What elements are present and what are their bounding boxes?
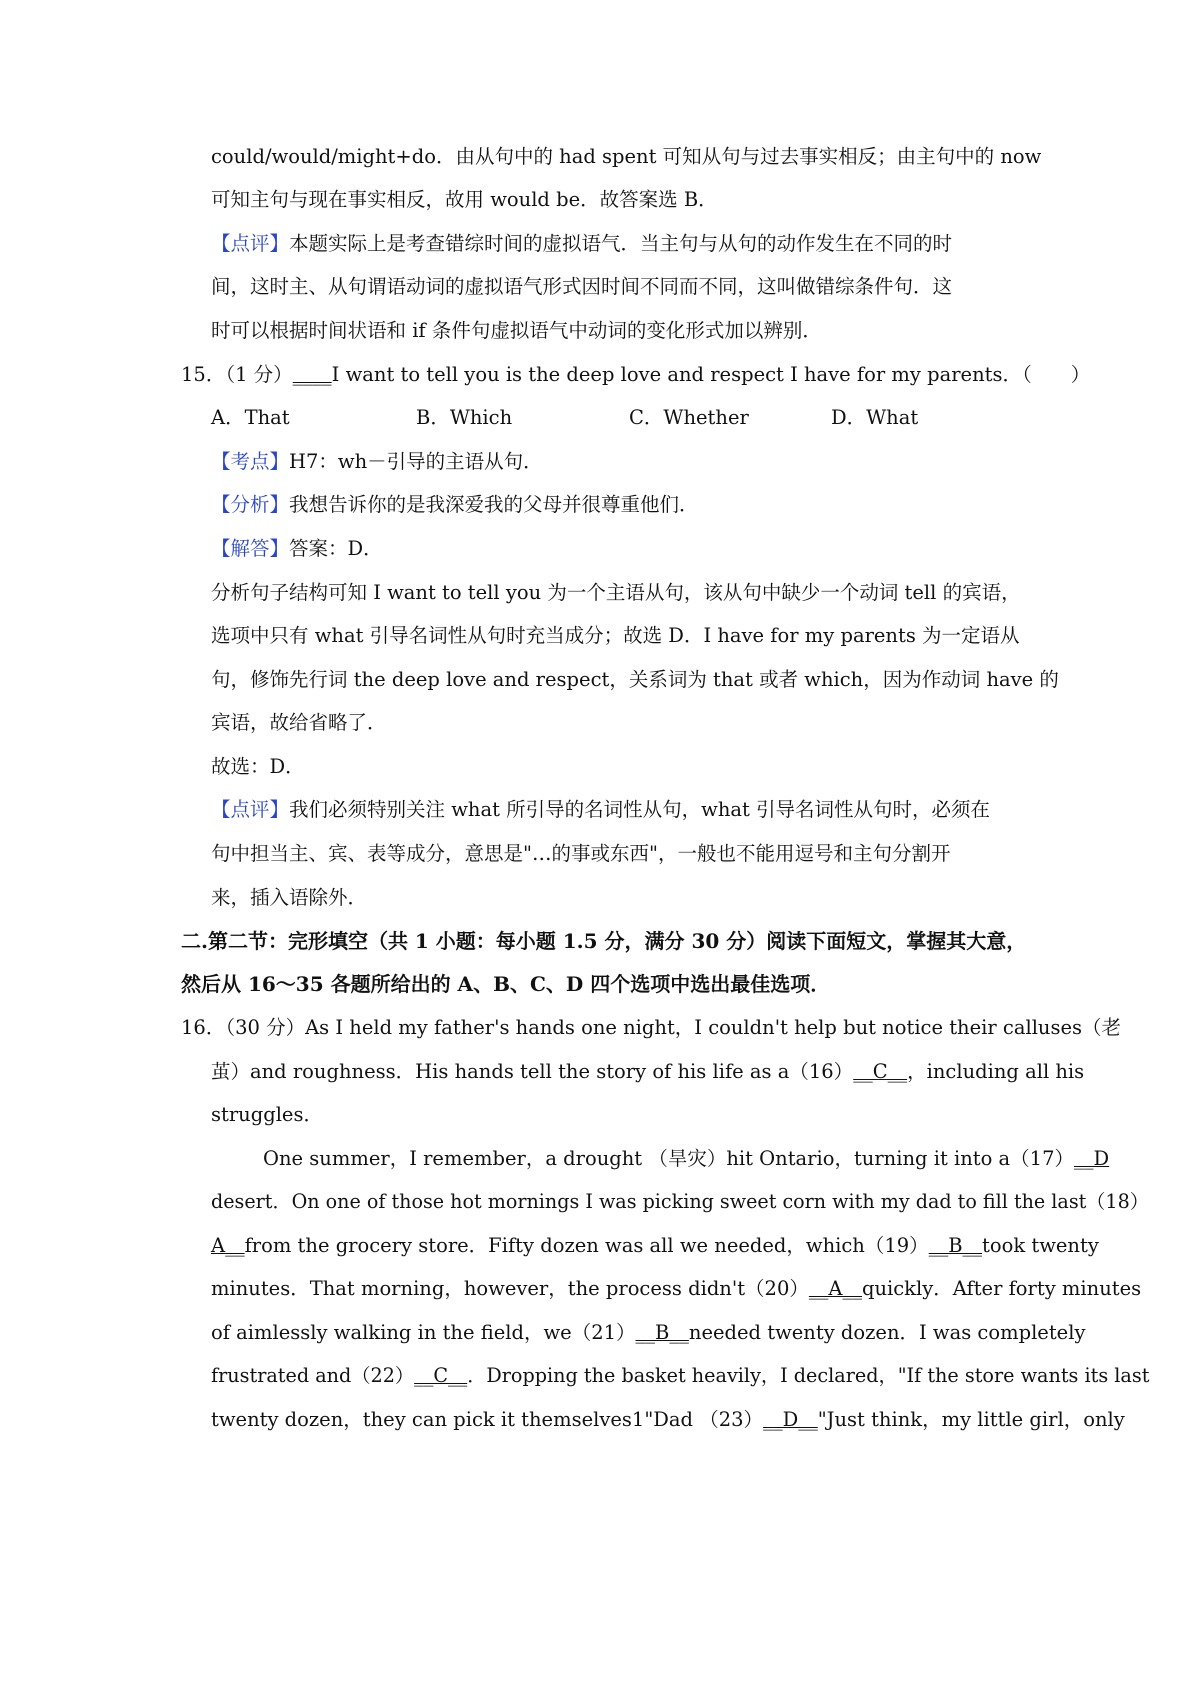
q14-review-line-2: 间，这时主、从句谓语动词的虚拟语气形式因时间不同而不同，这叫做错综条件句．这: [211, 275, 953, 298]
q16-text-6b: took twenty: [982, 1234, 1099, 1257]
q15-answer-text: 答案：D．: [289, 537, 383, 560]
q16-text-8b: needed twenty dozen．I was completely: [688, 1321, 1086, 1344]
q14-explain-line-1: could/would/might+do．由从句中的 had spent 可知从句与过去事实相反；由主句中的 now: [211, 145, 1042, 168]
review-tag: 【点评】: [211, 798, 290, 821]
q15-review-line-3: 来，插入语除外．: [211, 886, 368, 909]
blank-23: __D__: [763, 1408, 818, 1431]
blank-21: __B__: [635, 1321, 689, 1344]
blank-18: A__: [211, 1234, 245, 1257]
blank-17: __D: [1074, 1147, 1110, 1170]
blank-19: __B__: [928, 1234, 983, 1257]
q15-explain-line-1: 分析句子结构可知 I want to tell you 为一个主语从句，该从句中缺少一个动词 tell 的宾语，: [211, 581, 1021, 604]
q15-analysis-text: 我想告诉你的是我深爱我的父母并很尊重他们．: [289, 493, 699, 516]
q16-text-10a: twenty dozen，they can pick it themselves1"Dad （23）: [211, 1408, 764, 1431]
q16-text-7b: quickly．After forty minutes: [861, 1277, 1142, 1300]
q16-line-2: [211, 1060, 1084, 1084]
q16-line-8: [211, 1321, 1085, 1345]
q14-review-line-3: 时可以根据时间状语和 if 条件句虚拟语气中动词的变化形式加以辨别．: [211, 319, 822, 342]
q14-review-text-1: 本题实际上是考查错综时间的虚拟语气．当主句与从句的动作发生在不同的时: [289, 232, 953, 255]
q16-text-9b: ．Dropping the basket heavily，I declared，"If the store wants its last: [467, 1364, 1150, 1387]
q14-review-line-1: [211, 232, 952, 256]
blank-16: __C__: [853, 1060, 908, 1083]
q16-line-1: 16．（30 分）As I held my father's hands one night，I couldn't help but notice their calluses（老: [181, 1016, 1122, 1039]
q15-stem: [181, 363, 1090, 387]
q16-text-10b: "Just think，my little girl，only: [817, 1408, 1125, 1431]
review-tag: 【点评】: [211, 232, 290, 255]
q15-option-d: D．What: [831, 406, 919, 429]
answer-tag: 【解答】: [211, 537, 290, 560]
q16-line-10: [211, 1408, 1125, 1432]
q16-text-4a: One summer，I remember，a drought （旱灾）hit Ontario，turning it into a（17）: [263, 1147, 1074, 1170]
q16-text-9a: frustrated and（22）: [211, 1364, 415, 1387]
q16-line-9: [211, 1364, 1149, 1388]
q15-option-a: A．That: [211, 406, 290, 429]
section-heading-line-2: 然后从 16～35 各题所给出的 A、B、C、D 四个选项中选出最佳选项．: [181, 972, 831, 996]
q15-explain-line-4: 宾语，故给省略了．: [211, 711, 387, 734]
blank-22: __C__: [414, 1364, 468, 1387]
q16-line-6: [211, 1234, 1099, 1258]
q16-text-8a: of aimlessly walking in the field，we（21）: [211, 1321, 636, 1344]
q15-point: [211, 450, 543, 474]
q15-choose: 故选：D．: [211, 755, 305, 778]
q16-text-2b: ，including all his: [907, 1060, 1085, 1083]
analysis-tag: 【分析】: [211, 493, 290, 516]
point-tag: 【考点】: [211, 450, 290, 473]
q15-explain-line-3: 句，修饰先行词 the deep love and respect，关系词为 that 或者 which，因为作动词 have 的: [211, 668, 1059, 691]
q16-line-4: [211, 1147, 1109, 1171]
q16-text-6a: from the grocery store．Fifty dozen was all we needed，which（19）: [244, 1234, 929, 1257]
q15-analysis: [211, 493, 699, 517]
q15-review-line-2: 句中担当主、宾、表等成分，意思是"…的事或东西"，一般也不能用逗号和主句分割开: [211, 842, 951, 865]
q14-explain-line-2: 可知主句与现在事实相反，故用 would be．故答案选 B．: [211, 188, 718, 211]
q15-point-text: H7：wh－引导的主语从句．: [289, 450, 543, 473]
q15-options: [211, 406, 1011, 430]
q16-text-7a: minutes．That morning，however，the process didn't（20）: [211, 1277, 809, 1300]
section-heading-line-1: 二.第二节：完形填空（共 1 小题：每小题 1.5 分，满分 30 分）阅读下面短文，掌握其大意，: [181, 929, 1027, 953]
q15-review-line-1: [211, 798, 990, 822]
q15-number: 15．（1 分）: [181, 363, 293, 386]
q15-explain-line-2: 选项中只有 what 引导名词性从句时充当成分；故选 D．I have for my parents 为一定语从: [211, 624, 1020, 647]
q16-text-2a: 茧）and roughness．His hands tell the story of his life as a（16）: [211, 1060, 854, 1083]
q16-line-7: [211, 1277, 1141, 1301]
q15-option-b: B．Which: [416, 406, 513, 429]
q15-stem-text: I want to tell you is the deep love and respect I have for my parents．（ ）: [331, 363, 1091, 386]
q16-line-5: desert．On one of those hot mornings I was picking sweet corn with my dad to fill the last（18）: [211, 1190, 1149, 1213]
blank-20: __A__: [808, 1277, 862, 1300]
q15-review-text-1: 我们必须特别关注 what 所引导的名词性从句，what 引导名词性从句时，必须在: [289, 798, 991, 821]
q15-option-c: C．Whether: [629, 406, 749, 429]
q15-answer: [211, 537, 383, 561]
q15-blank: ____: [292, 363, 332, 386]
q16-line-3: struggles．: [211, 1103, 323, 1126]
